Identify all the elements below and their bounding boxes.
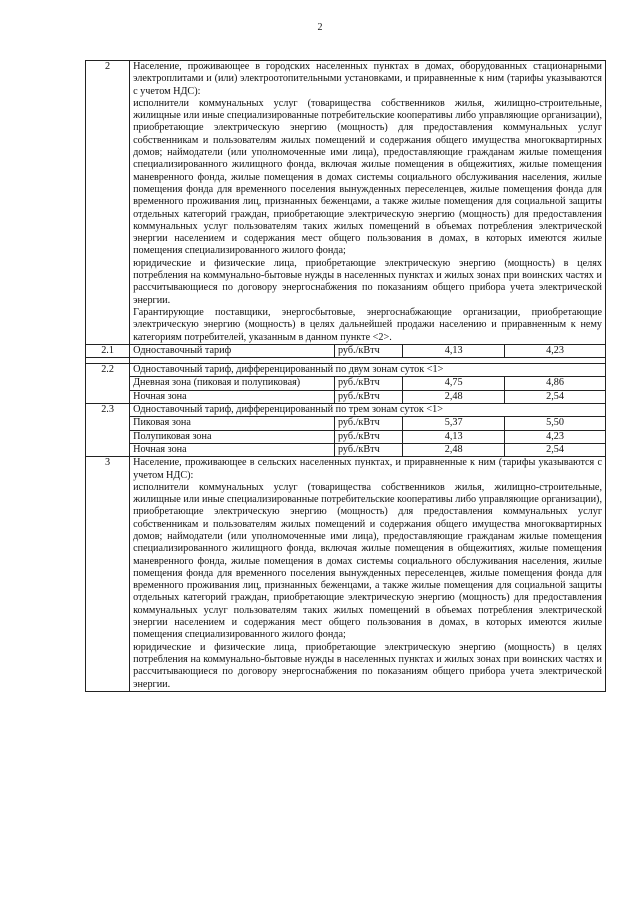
tariff-group-header: Одноставочный тариф, дифференцированный по двум зонам суток <1> xyxy=(130,364,606,377)
table-row xyxy=(86,390,606,403)
tariff-value-period-1: 2,48 xyxy=(403,390,505,403)
tariff-unit: руб./кВтч xyxy=(334,344,402,357)
table-row xyxy=(86,430,606,443)
section-3-paragraph: юридические и физические лица, приобретающие электрическую энергию (мощность) в целях потребления на коммунально-бытовые нужды в населенных пунктах и жилых зонах при воинских частях и рассчитывающиеся по договору энергоснабжения по показаниям общего прибора учета электрической энергии. xyxy=(133,641,602,690)
section-3-row xyxy=(86,457,606,692)
tariff-unit: руб./кВтч xyxy=(334,443,402,456)
tariff-table xyxy=(85,60,606,692)
tariff-value-period-2: 5,50 xyxy=(505,417,606,430)
section-3-paragraph: Население, проживающее в сельских населенных пунктах, и приравненные к ним (тарифы указываются с учетом НДС): xyxy=(133,457,602,481)
row-number: 2.3 xyxy=(86,404,130,457)
tariff-value-period-1: 4,75 xyxy=(403,377,505,390)
table-row xyxy=(86,443,606,456)
tariff-name: Пиковая зона xyxy=(130,417,335,430)
tariff-value-period-1: 4,13 xyxy=(403,344,505,357)
section-2-number: 2 xyxy=(86,61,130,345)
table-row xyxy=(86,404,606,417)
tariff-value-period-2: 4,23 xyxy=(505,430,606,443)
section-2-paragraph: исполнители коммунальных услуг (товарищества собственников жилья, жилищно-строительные, жилищные или иные специализированные потребительские кооперативы либо управляющие организации), приобретающие электрическую энергию (мощность) для предоставления коммунальных услуг собственникам и пользователям жилых помещений и содержания общего имущества многоквартирных домов; наймодатели (или уполномоченные ими лица), предоставляющие гражданам жилые помещения специализированного жилищного фонда, включая жилые помещения в общежитиях, жилые помещения маневренного фонда, жилые помещения в домах системы социального обслуживания населения, жилые помещения фонда для временного поселения вынужденных переселенцев, жилые помещения фонда для временного проживания лиц, признанных беженцами, а также жилые помещения для социальной защиты отдельных категорий граждан, приобретающие электрическую энергию (мощность) для предоставления коммунальных услуг пользователям таких жилых помещений в объемах потребления электрической энергии населением и содержания мест общего пользования в домах, в которых имеются жилые помещения специализированного жилого фонда; xyxy=(133,97,602,257)
tariff-value-period-2: 2,54 xyxy=(505,443,606,456)
section-2-description xyxy=(130,61,606,345)
section-2-row xyxy=(86,61,606,345)
row-number: 2.1 xyxy=(86,344,130,357)
tariff-value-period-1: 4,13 xyxy=(403,430,505,443)
section-2-paragraph: Население, проживающее в городских населенных пунктах в домах, оборудованных стационарными электроплитами и (или) электроотопительными установками, и приравненные к ним (тарифы указываются с учетом НДС): xyxy=(133,61,602,97)
tariff-unit: руб./кВтч xyxy=(334,417,402,430)
table-row xyxy=(86,377,606,390)
table-row xyxy=(86,417,606,430)
section-3-number: 3 xyxy=(86,457,130,692)
table-row xyxy=(86,344,606,357)
table-row xyxy=(86,364,606,377)
section-3-paragraph: исполнители коммунальных услуг (товарищества собственников жилья, жилищно-строительные, жилищные или иные специализированные потребительские кооперативы либо управляющие организации), приобретающие электрическую энергию (мощность) для предоставления коммунальных услуг собственникам и пользователям жилых помещений и содержания общего имущества многоквартирных домов; наймодатели (или уполномоченные ими лица), предоставляющие гражданам жилые помещения специализированного жилищного фонда, включая жилые помещения в общежитиях, жилые помещения маневренного фонда, жилые помещения в домах системы социального обслуживания населения, жилые помещения фонда для временного поселения вынужденных переселенцев, жилые помещения фонда для временного проживания лиц, признанных беженцами, а также жилые помещения для социальной защиты отдельных категорий граждан, приобретающие электрическую энергию (мощность) для предоставления коммунальных услуг пользователям таких жилых помещений в объемах потребления электрической энергии населением и содержания мест общего пользования в домах, в которых имеются жилые помещения специализированного жилого фонда; xyxy=(133,481,602,641)
section-2-paragraph: Гарантирующие поставщики, энергосбытовые, энергоснабжающие организации, приобретающие электрическую энергию (мощность) в целях дальнейшей продажи населению и приравненным к нему категориям потребителей, указанным в данном пункте <2>. xyxy=(133,306,602,343)
tariff-value-period-2: 2,54 xyxy=(505,390,606,403)
tariff-name: Одноставочный тариф xyxy=(130,344,335,357)
tariff-value-period-1: 2,48 xyxy=(403,443,505,456)
tariff-unit: руб./кВтч xyxy=(334,390,402,403)
tariff-unit: руб./кВтч xyxy=(334,430,402,443)
tariff-value-period-2: 4,86 xyxy=(505,377,606,390)
tariff-name: Ночная зона xyxy=(130,390,335,403)
tariff-name: Полупиковая зона xyxy=(130,430,335,443)
section-2-paragraph: юридические и физические лица, приобретающие электрическую энергию (мощность) в целях потребления на коммунально-бытовые нужды в населенных пунктах и жилых зонах при воинских частях и рассчитывающиеся по договору энергоснабжения по показаниям общего прибора учета электрической энергии. xyxy=(133,257,602,306)
page-number: 2 xyxy=(317,22,323,33)
tariff-group-header: Одноставочный тариф, дифференцированный по трем зонам суток <1> xyxy=(130,404,606,417)
tariff-unit: руб./кВтч xyxy=(334,377,402,390)
tariff-name: Ночная зона xyxy=(130,443,335,456)
section-3-description xyxy=(130,457,606,692)
row-number: 2.2 xyxy=(86,364,130,404)
tariff-name: Дневная зона (пиковая и полупиковая) xyxy=(130,377,335,390)
tariff-value-period-1: 5,37 xyxy=(403,417,505,430)
tariff-value-period-2: 4,23 xyxy=(505,344,606,357)
